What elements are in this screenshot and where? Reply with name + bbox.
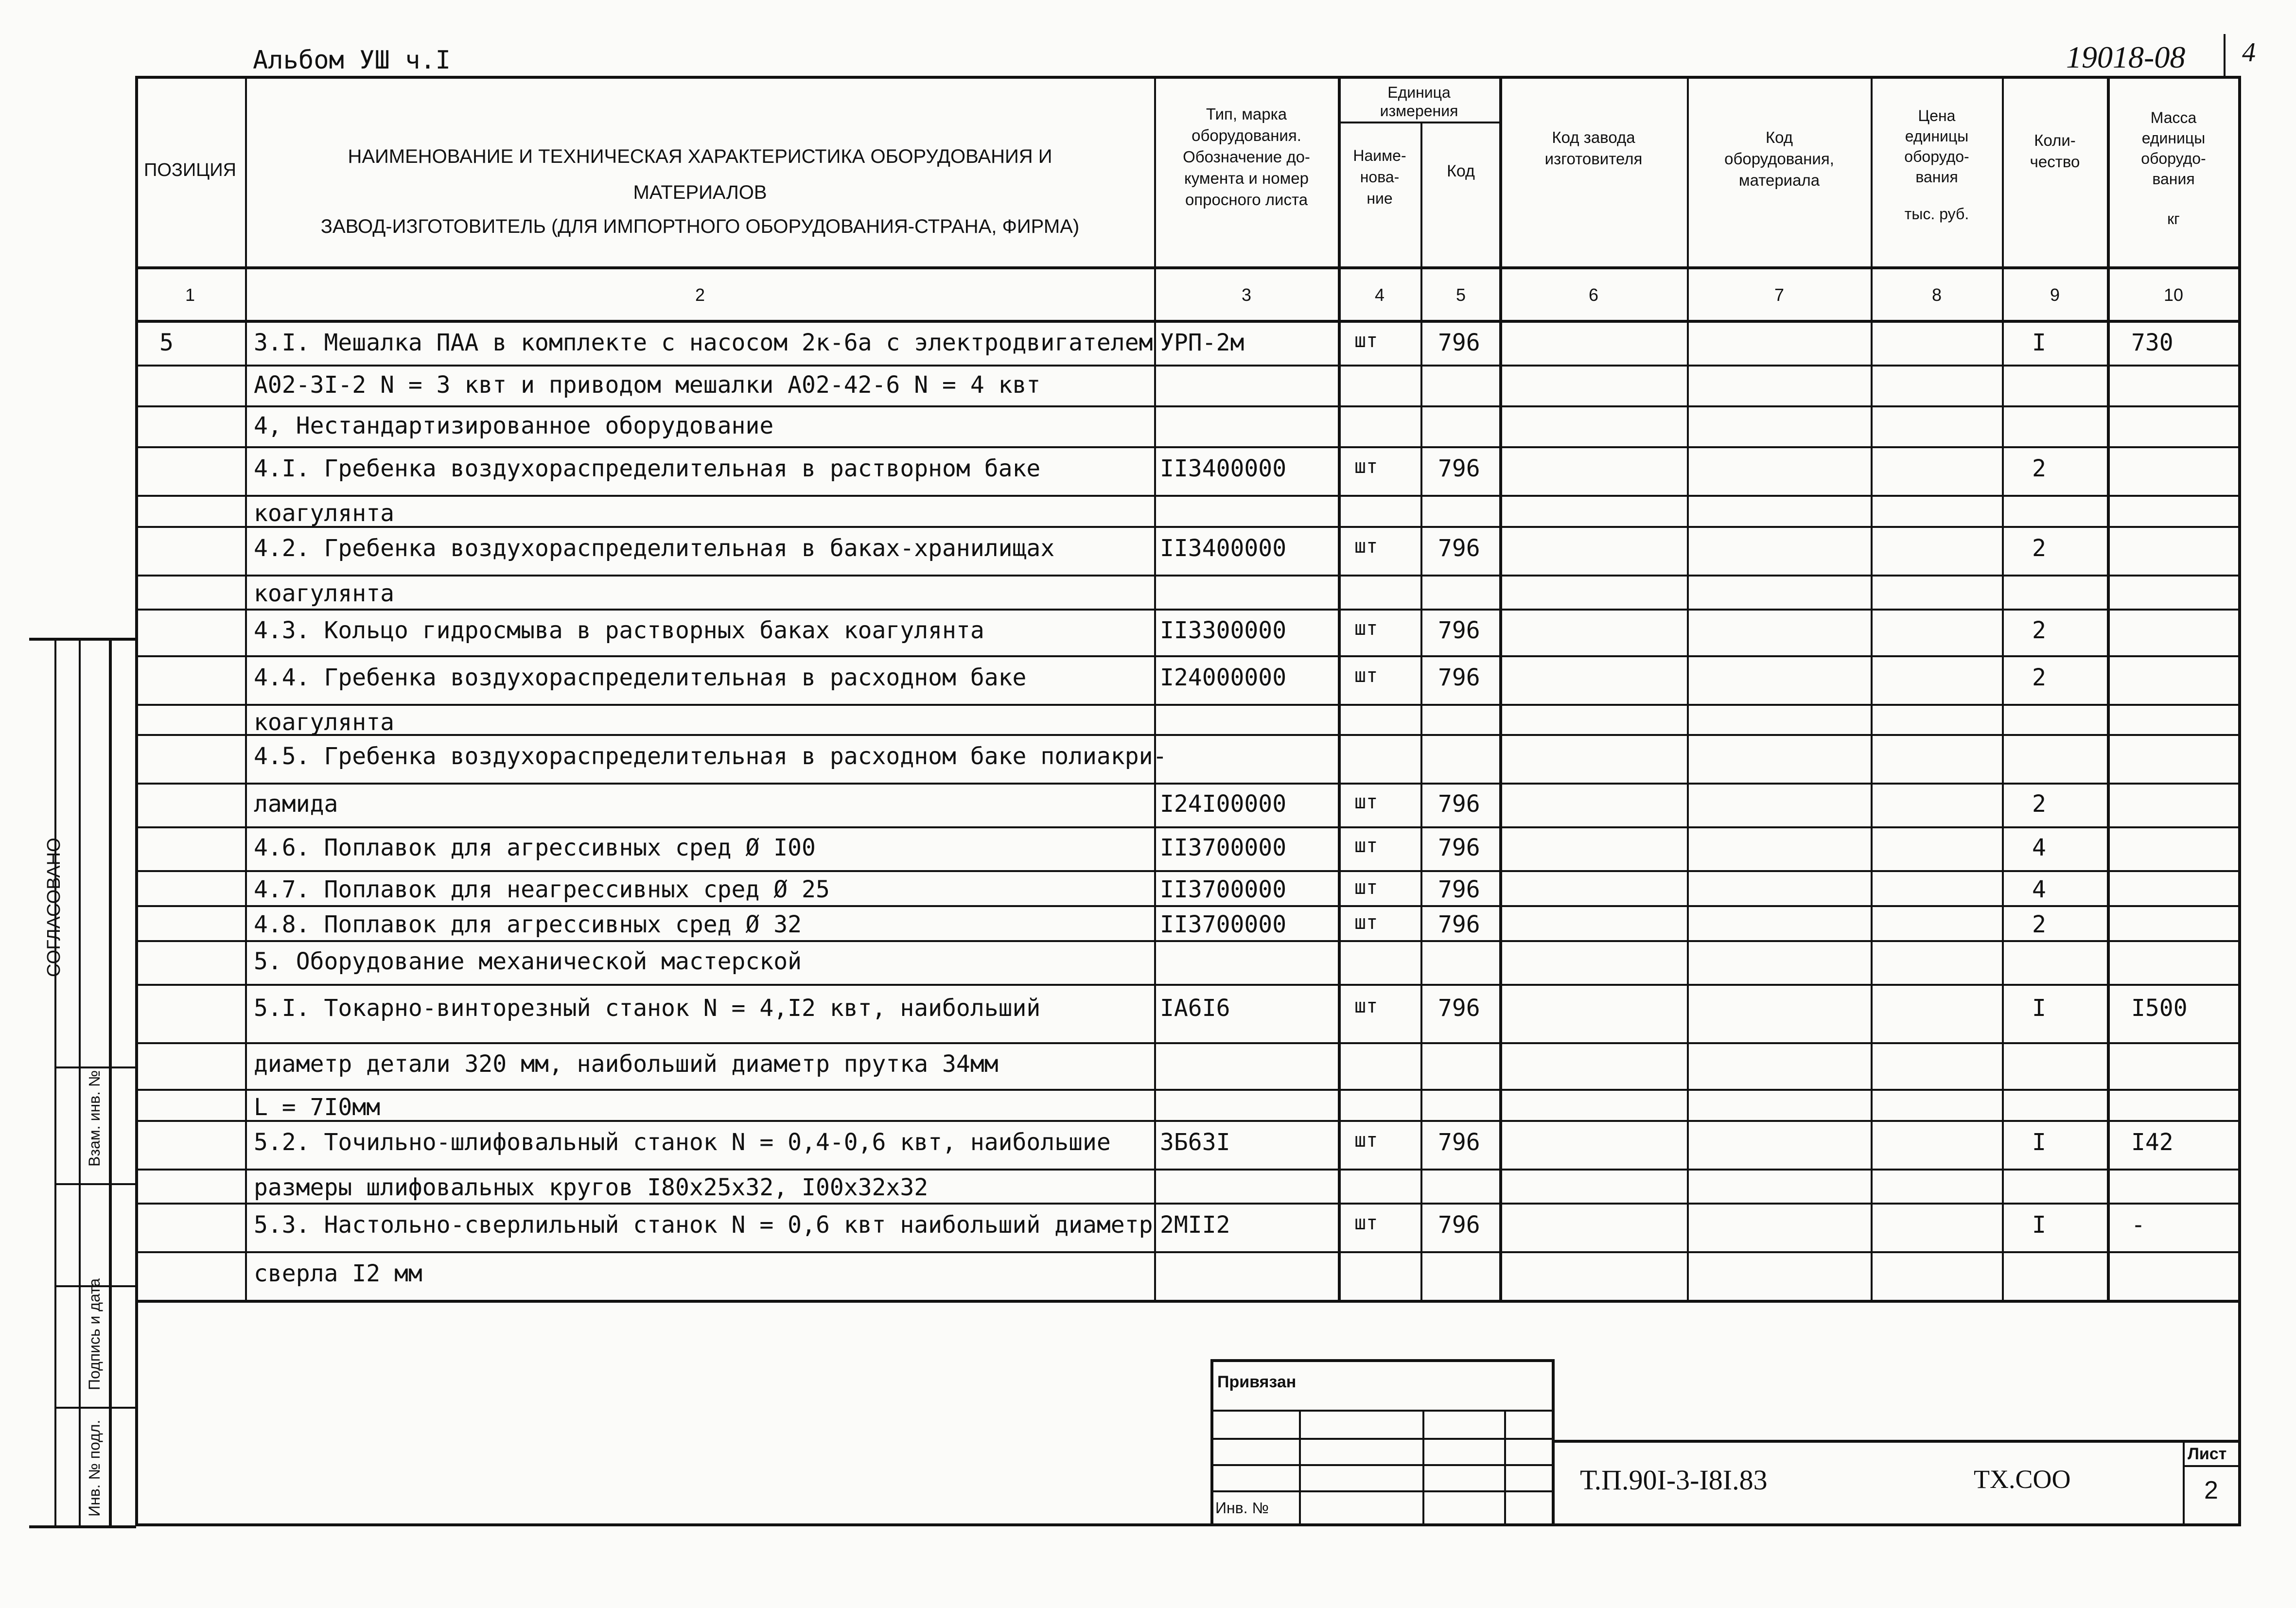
sheet-label: Лист [2188, 1445, 2227, 1463]
col-number: 10 [2163, 285, 2184, 305]
header-type-l1: Тип, марка [1206, 105, 1287, 123]
name-cell: 5.I. Токарно-винторезный станок N = 4,I2 квт, наибольший [254, 995, 1041, 1022]
name-cell: ламида [254, 790, 338, 818]
unit-code-cell: 796 [1438, 910, 1480, 938]
signature-date-label: Подпись и дата [86, 1278, 103, 1390]
unit-code-cell: 796 [1438, 455, 1480, 482]
header-mass-l4: вания [2152, 170, 2195, 188]
name-cell: L = 7I0мм [254, 1094, 381, 1121]
quantity-cell: 2 [2032, 617, 2046, 645]
type-cell: I24I00000 [1160, 790, 1287, 818]
sheet-code: 19018-08 [2066, 40, 2186, 74]
unit-cell: шт [1354, 876, 1378, 899]
agreed-label: СОГЛАСОВАНО [44, 838, 64, 977]
header-price-l1: Цена [1918, 107, 1956, 124]
unit-code-cell: 796 [1438, 617, 1480, 645]
unit-code-cell: 796 [1438, 664, 1480, 691]
type-cell: II3700000 [1160, 910, 1287, 938]
quantity-cell: I [2032, 1211, 2046, 1239]
type-cell: II3700000 [1160, 834, 1287, 861]
name-cell: коагулянта [254, 708, 394, 736]
col-number: 1 [185, 285, 195, 305]
name-cell: 4.5. Гребенка воздухораспределительная в расходном баке полиакри- [254, 743, 1167, 770]
unit-cell: шт [1354, 664, 1378, 687]
header-type-l4: кумента и номер [1184, 169, 1309, 187]
header-unit-code: Код [1447, 162, 1475, 180]
unit-code-cell: 796 [1438, 1211, 1480, 1239]
col-number: 8 [1931, 285, 1942, 305]
type-cell: УРП-2м [1160, 329, 1244, 357]
col-number: 3 [1241, 285, 1252, 305]
unit-cell: шт [1354, 617, 1378, 640]
header-price-l3: оборудо- [1904, 148, 1969, 165]
name-cell: 4.2. Гребенка воздухораспределительная в баках-хранилищах [254, 535, 1055, 562]
col-number: 5 [1455, 285, 1466, 305]
header-mass-l3: оборудо- [2141, 150, 2206, 167]
type-cell: II3400000 [1160, 535, 1287, 562]
album-label: Альбом УШ ч.I [253, 46, 451, 75]
header-type-l3: Обозначение до- [1183, 148, 1310, 166]
header-plant-l1: Код завода [1552, 128, 1635, 146]
unit-code-cell: 796 [1438, 995, 1480, 1022]
quantity-cell: 2 [2032, 535, 2046, 562]
quantity-cell: I [2032, 995, 2046, 1022]
inventory-number-label: Инв. № [1215, 1499, 1269, 1517]
frame-right [2238, 76, 2241, 1526]
frame-bottom [135, 1523, 2240, 1526]
header-name-line3: ЗАВОД-ИЗГОТОВИТЕЛЬ (ДЛЯ ИМПОРТНОГО ОБОРУДОВАНИЯ-СТРАНА, ФИРМА) [320, 216, 1080, 237]
name-cell: 4.8. Поплавок для агрессивных сред Ø 32 [254, 910, 802, 938]
header-mass-l1: Масса [2150, 109, 2197, 126]
type-cell: 3Б63I [1160, 1129, 1230, 1156]
attached-label: Привязан [1217, 1373, 1297, 1391]
header-type-l2: оборудования. [1192, 126, 1301, 144]
quantity-cell: I [2032, 1129, 2046, 1156]
sheet-corner-number: 4 [2242, 37, 2256, 68]
quantity-cell: 2 [2032, 910, 2046, 938]
header-price-l5: тыс. руб. [1904, 205, 1969, 223]
type-cell: IA6I6 [1160, 995, 1230, 1022]
header-unit-name-l3: ние [1367, 190, 1393, 207]
type-cell: I24000000 [1160, 664, 1287, 691]
header-qty-l2: чество [2030, 153, 2080, 171]
replacement-inventory-label: Взам. инв. № [86, 1070, 103, 1167]
name-cell: коагулянта [254, 500, 394, 527]
name-cell: 3.I. Мешалка ПАА в комплекте с насосом 2к-6а с электродвигателем [254, 329, 1153, 357]
name-cell: 4.I. Гребенка воздухораспределительная в растворном баке [254, 455, 1041, 482]
quantity-cell: 2 [2032, 455, 2046, 482]
header-type-l5: опросного листа [1185, 191, 1308, 209]
name-cell: 5.3. Настольно-сверлильный станок N = 0,6 квт наибольший диаметр [254, 1211, 1153, 1239]
header-mass-l5: кг [2167, 210, 2180, 227]
unit-code-cell: 796 [1438, 1129, 1480, 1156]
unit-cell: шт [1354, 330, 1378, 352]
type-cell: 2МII2 [1160, 1211, 1230, 1239]
name-cell: сверла I2 мм [254, 1260, 422, 1287]
unit-code-cell: 796 [1438, 875, 1480, 903]
header-plant-l2: изготовителя [1544, 150, 1643, 168]
name-cell: 4.6. Поплавок для агрессивных сред Ø I00 [254, 834, 816, 861]
unit-code-cell: 796 [1438, 329, 1480, 357]
header-price-l2: единицы [1905, 127, 1969, 145]
col-number: 7 [1774, 285, 1785, 305]
header-equip-l1: Код [1765, 128, 1793, 146]
name-cell: 4.7. Поплавок для неагрессивных сред Ø 25 [254, 875, 830, 903]
unit-cell: шт [1354, 911, 1378, 934]
name-cell: 5. Оборудование механической мастерской [254, 947, 802, 975]
header-price-l4: вания [1915, 168, 1958, 186]
frame-top [135, 76, 2240, 79]
unit-code-cell: 796 [1438, 834, 1480, 861]
unit-cell: шт [1354, 995, 1378, 1018]
header-name-line1: НАИМЕНОВАНИЕ И ТЕХНИЧЕСКАЯ ХАРАКТЕРИСТИКА ОБОРУДОВАНИЯ И [348, 146, 1052, 167]
name-cell: 4, Нестандартизированное оборудование [254, 412, 774, 440]
type-cell: II3700000 [1160, 875, 1287, 903]
unit-cell: шт [1354, 455, 1378, 478]
quantity-cell: 4 [2032, 834, 2046, 861]
name-cell: коагулянта [254, 580, 394, 608]
header-position: ПОЗИЦИЯ [144, 160, 236, 180]
header-mass-l2: единицы [2141, 129, 2206, 147]
unit-cell: шт [1354, 1129, 1378, 1152]
header-unit-name-l2: нова- [1360, 168, 1400, 186]
header-unit-l1: Единица [1387, 84, 1451, 101]
corner-box-line [2224, 34, 2226, 78]
unit-cell: шт [1354, 790, 1378, 813]
sheet-number: 2 [2204, 1476, 2218, 1504]
type-cell: II3400000 [1160, 455, 1287, 482]
unit-code-cell: 796 [1438, 790, 1480, 818]
name-cell: 4.3. Кольцо гидросмыва в растворных баках коагулянта [254, 617, 984, 645]
header-unit-name-l1: Наиме- [1353, 147, 1406, 164]
unit-cell: шт [1354, 834, 1378, 857]
header-name-line2: МАТЕРИАЛОВ [633, 182, 767, 203]
header-equip-l2: оборудования, [1724, 150, 1834, 168]
col-number: 4 [1374, 285, 1385, 305]
mass-cell: I500 [2131, 995, 2188, 1022]
unit-code-cell: 796 [1438, 535, 1480, 562]
quantity-cell: 2 [2032, 664, 2046, 691]
name-cell: 4.4. Гребенка воздухораспределительная в расходном баке [254, 664, 1027, 691]
quantity-cell: 2 [2032, 790, 2046, 818]
header-qty-l1: Коли- [2034, 131, 2076, 149]
position-cell: 5 [159, 329, 174, 357]
header-equip-l3: материала [1738, 171, 1820, 189]
mass-cell: I42 [2131, 1129, 2173, 1156]
original-inventory-label: Инв. № подл. [86, 1419, 103, 1517]
quantity-cell: 4 [2032, 875, 2046, 903]
name-cell: 5.2. Точильно-шлифовальный станок N = 0,4-0,6 квт, наибольшие [254, 1129, 1111, 1156]
name-cell: диаметр детали 320 мм, наибольший диаметр прутка 34мм [254, 1050, 999, 1078]
unit-cell: шт [1354, 1212, 1378, 1234]
document-mark: ТХ.СОО [1974, 1465, 2071, 1494]
col-number: 2 [695, 285, 705, 305]
mass-cell: 730 [2131, 329, 2173, 357]
quantity-cell: I [2032, 329, 2046, 357]
col-number: 6 [1588, 285, 1599, 305]
mass-cell: - [2131, 1211, 2145, 1239]
name-cell: А02-3I-2 N = 3 квт и приводом мешалки А02-42-6 N = 4 квт [254, 371, 1041, 399]
unit-cell: шт [1354, 535, 1378, 558]
type-cell: II3300000 [1160, 617, 1287, 645]
document-code: Т.П.90I-3-I8I.83 [1580, 1464, 1768, 1496]
name-cell: размеры шлифовальных кругов I80x25x32, I00x32x32 [254, 1174, 929, 1202]
header-unit-l2: измерения [1380, 102, 1458, 120]
col-number: 9 [2050, 285, 2060, 305]
